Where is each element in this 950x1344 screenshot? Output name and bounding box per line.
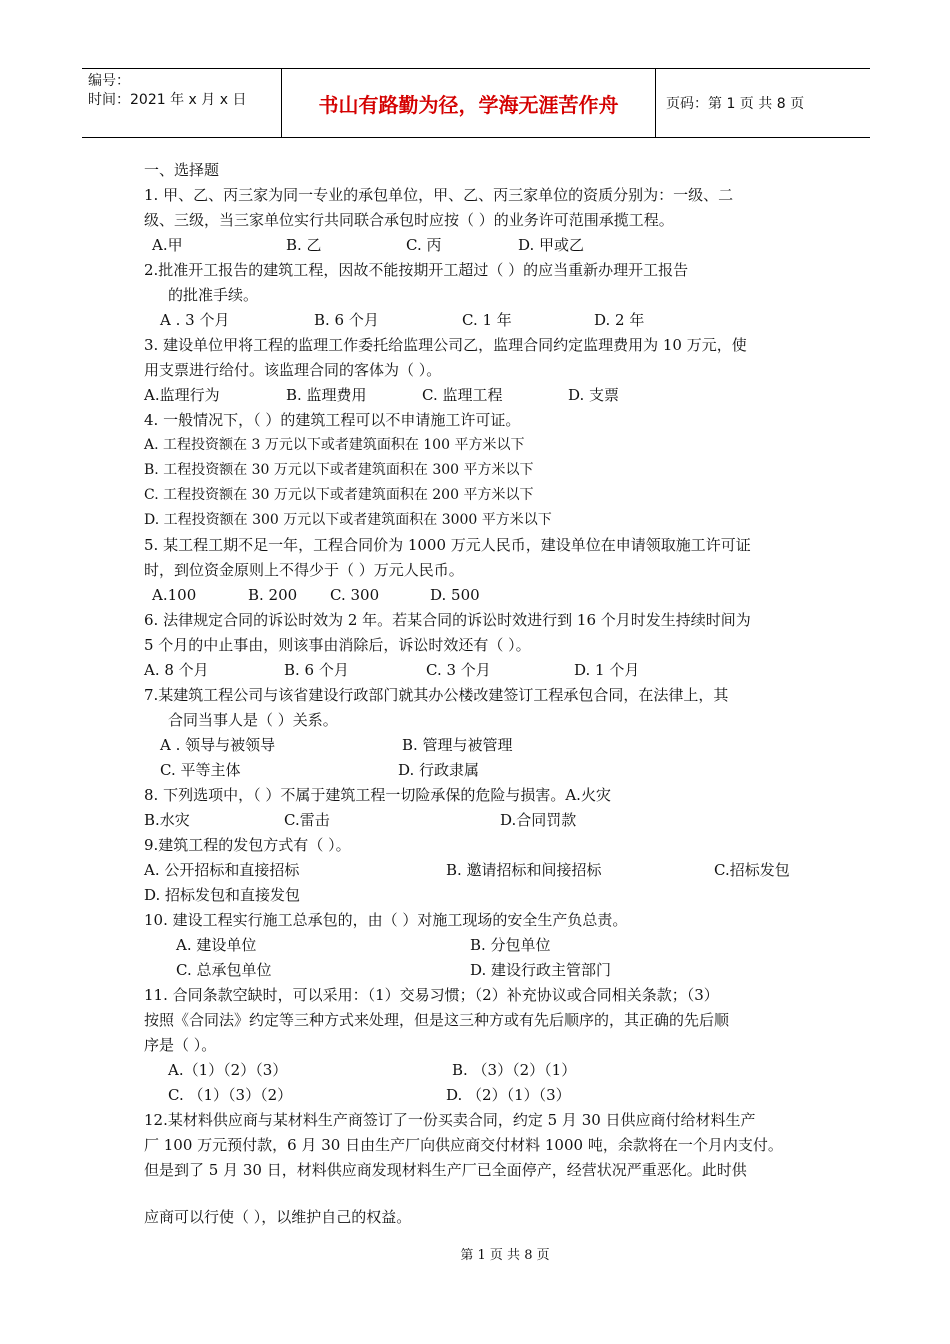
option-a: A.监理行为	[144, 386, 220, 404]
question-12-line-1: 12.某材料供应商与某材料生产商签订了一份买卖合同，约定 5 月 30 日供应商付给材料生产	[144, 1111, 756, 1129]
option-d: D. 支票	[568, 386, 620, 404]
question-6-options	[144, 658, 810, 683]
question-11-line-3: 序是（ ）。	[144, 1036, 217, 1054]
option-d: D.合同罚款	[500, 811, 577, 829]
option-a: A.（1）（2）（3）	[168, 1061, 288, 1079]
header-meta	[82, 69, 282, 137]
question-10-options-row-2	[144, 958, 810, 983]
question-2-line-1: 2.批准开工报告的建筑工程，因故不能按期开工超过（ ）的应当重新办理开工报告	[144, 261, 689, 279]
question-3-line-1: 3. 建设单位甲将工程的监理工作委托给监理公司乙，监理合同约定监理费用为 10 万元，使	[144, 336, 747, 354]
question-5-line-2: 时，到位资金原则上不得少于（ ）万元人民币。	[144, 561, 464, 579]
question-7-options-row-1	[144, 733, 810, 758]
header-motto-cell	[282, 69, 656, 137]
question-3-options	[144, 383, 810, 408]
question-7-line-1: 7.某建筑工程公司与该省建设行政部门就其办公楼改建签订工程承包合同，在法律上，其	[144, 686, 729, 704]
option-b: B.水灾	[144, 811, 190, 829]
question-2-options	[144, 308, 810, 333]
question-6-line-2: 5 个月的中止事由，则该事由消除后，诉讼时效还有（ ）。	[144, 636, 531, 654]
option-c: C. （1）（3）（2）	[168, 1086, 293, 1104]
option-c: C. 3 个月	[426, 661, 491, 679]
option-c: C. 1 年	[462, 311, 512, 329]
question-1-line-1: 1. 甲、乙、丙三家为同一专业的承包单位，甲、乙、丙三家单位的资质分别为：一级、二	[144, 186, 734, 204]
page-header	[82, 68, 870, 138]
question-2-line-2: 的批准手续。	[168, 286, 259, 304]
option-a: A.甲	[152, 236, 183, 254]
option-b: B. 邀请招标和间接招标	[446, 861, 602, 879]
option-d: D. 甲或乙	[518, 236, 585, 254]
question-5-options	[144, 583, 810, 608]
question-11-options-row-2	[144, 1083, 810, 1108]
question-1-line-2: 级、三级，当三家单位实行共同联合承包时应按（ ）的业务许可范围承揽工程。	[144, 211, 674, 229]
option-c: C. 监理工程	[422, 386, 503, 404]
question-12-line-3: 但是到了 5 月 30 日，材料供应商发现材料生产厂已全面停产，经营状况严重恶化。此时供	[144, 1161, 747, 1179]
question-11-line-2: 按照《合同法》约定等三种方式来处理，但是这三种方或有先后顺序的，其正确的先后顺	[144, 1011, 730, 1029]
question-6-line-1: 6. 法律规定合同的诉讼时效为 2 年。若某合同的诉讼时效进行到 16 个月时发生持续时间为	[144, 611, 751, 629]
option-b: B. 分包单位	[470, 936, 551, 954]
option-a: A.100	[152, 586, 197, 604]
page-footer: 第 1 页 共 8 页	[460, 1248, 550, 1263]
option-b: B. 工程投资额在 30 万元以下或者建筑面积在 300 平方米以下	[144, 462, 534, 478]
option-d: D. 行政隶属	[398, 761, 480, 779]
option-c: C. 平等主体	[160, 761, 241, 779]
option-a: A. 公开招标和直接招标	[144, 861, 300, 879]
option-d: D. 建设行政主管部门	[470, 961, 612, 979]
option-a: A. 建设单位	[176, 936, 257, 954]
option-b: B. 6 个月	[314, 311, 379, 329]
option-b: B. 管理与被管理	[402, 736, 513, 754]
question-3-line-2: 用支票进行给付。该监理合同的客体为（ ）。	[144, 361, 442, 379]
option-a: A. 8 个月	[144, 661, 209, 679]
question-11-options-row-1	[144, 1058, 810, 1083]
option-b: B. （3）（2）（1）	[452, 1061, 577, 1079]
option-b: B. 200	[248, 586, 298, 604]
question-12-line-2: 厂 100 万元预付款，6 月 30 日由生产厂向供应商交付材料 1000 吨，余款将在一个月内支付。	[144, 1136, 783, 1154]
option-d: D. （2）（1）（3）	[446, 1086, 571, 1104]
question-10-options-row-1	[144, 933, 810, 958]
question-1-options	[144, 233, 810, 258]
page-number-label: 页码：第 1 页 共 8 页	[666, 96, 805, 112]
option-d: D. 招标发包和直接发包	[144, 886, 301, 904]
option-a: A . 3 个月	[160, 311, 230, 329]
option-a: A . 领导与被领导	[160, 736, 276, 754]
option-d: D. 工程投资额在 300 万元以下或者建筑面积在 3000 平方米以下	[144, 512, 552, 528]
option-a: A. 工程投资额在 3 万元以下或者建筑面积在 100 平方米以下	[144, 437, 525, 453]
question-section	[144, 158, 810, 1230]
option-b: B. 监理费用	[286, 386, 367, 404]
section-title: 一、选择题	[144, 161, 220, 179]
question-8-line-1: 8. 下列选项中，（ ）不属于建筑工程一切险承保的危险与损害。A.火灾	[144, 786, 611, 804]
document-number-label: 编号：	[88, 73, 130, 89]
option-c: C.招标发包	[714, 861, 790, 879]
option-c: C.雷击	[284, 811, 330, 829]
option-c: C. 丙	[406, 236, 442, 254]
header-motto: 书山有路勤为径，学海无涯苦作舟	[318, 92, 619, 117]
question-7-line-2: 合同当事人是（ ）关系。	[168, 711, 338, 729]
option-c: C. 总承包单位	[176, 961, 272, 979]
question-5-line-1: 5. 某工程工期不足一年，工程合同价为 1000 万元人民币，建设单位在申请领取施工许可证	[144, 536, 751, 554]
document-date-label: 时间：2021 年 x 月 x 日	[88, 92, 247, 108]
question-4-line-1: 4. 一般情况下，（ ）的建筑工程可以不申请施工许可证。	[144, 411, 521, 429]
option-c: C. 工程投资额在 30 万元以下或者建筑面积在 200 平方米以下	[144, 487, 534, 503]
option-d: D. 500	[430, 586, 480, 604]
question-7-options-row-2	[144, 758, 810, 783]
question-9-line-1: 9.建筑工程的发包方式有（ ）。	[144, 836, 351, 854]
question-10-line-1: 10. 建设工程实行施工总承包的，由（ ）对施工现场的安全生产负总责。	[144, 911, 628, 929]
question-8-options	[144, 808, 810, 833]
question-9-options	[144, 858, 810, 883]
header-page-info	[656, 69, 870, 137]
option-b: B. 乙	[286, 236, 322, 254]
option-d: D. 1 个月	[574, 661, 640, 679]
option-c: C. 300	[330, 586, 380, 604]
question-12-line-4: 应商可以行使（ ），以维护自己的权益。	[144, 1208, 412, 1226]
option-b: B. 6 个月	[284, 661, 349, 679]
question-11-line-1: 11. 合同条款空缺时，可以采用：（1）交易习惯；（2）补充协议或合同相关条款；（3）	[144, 986, 719, 1004]
option-d: D. 2 年	[594, 311, 645, 329]
